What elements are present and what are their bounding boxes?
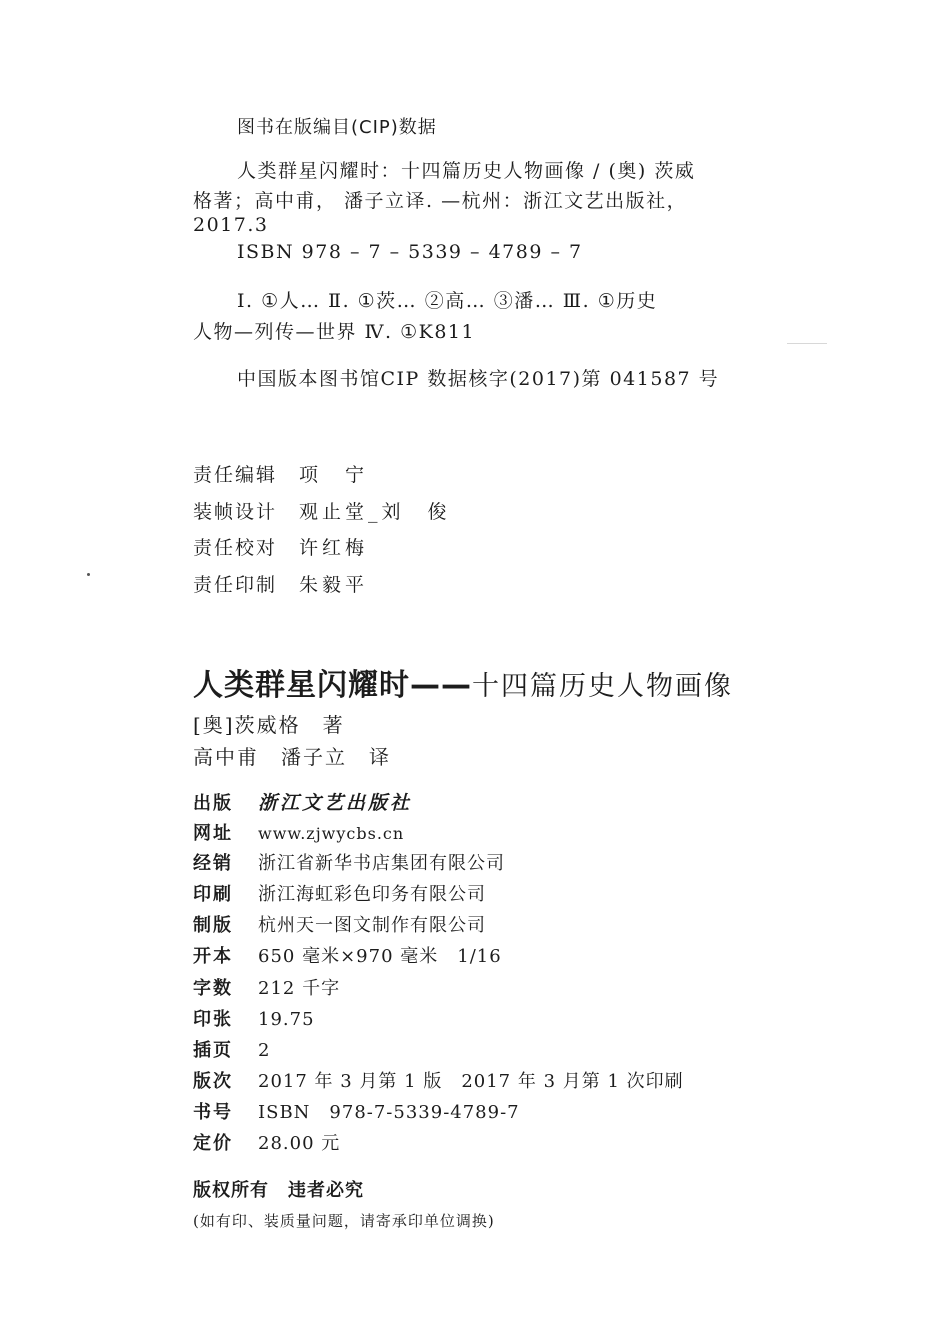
book-title [193, 660, 733, 704]
info-label: 书号 [193, 1102, 233, 1123]
publisher-logo: 浙江文艺出版社 [258, 792, 413, 814]
staff-role: 责任印制 [193, 574, 278, 596]
cip-classification-2: 人物—列传—世界 Ⅳ. ①K811 [193, 321, 476, 343]
rights-statement: 版权所有 违者必究 [193, 1180, 364, 1201]
info-label: 印刷 [193, 884, 233, 905]
staff-name: 项 宁 [299, 464, 369, 486]
info-row-isbn [193, 1098, 520, 1124]
staff-name: 观止堂_刘 俊 [299, 501, 451, 523]
info-row-sheets [193, 1005, 315, 1031]
cip-line-1: 人类群星闪耀时：十四篇历史人物画像 / (奥) 茨威 [237, 160, 696, 182]
info-label: 经销 [193, 853, 233, 874]
book-title-main: 人类群星闪耀时—— [193, 668, 472, 703]
info-value: 杭州天一图文制作有限公司 [258, 915, 486, 936]
info-row-format [193, 942, 502, 968]
info-label: 网址 [193, 823, 233, 844]
staff-name: 许红梅 [299, 537, 369, 559]
staff-role: 装帧设计 [193, 501, 278, 523]
info-value: 浙江省新华书店集团有限公司 [258, 853, 505, 874]
staff-role: 责任编辑 [193, 464, 278, 486]
cip-isbn: ISBN 978 – 7 – 5339 – 4789 – 7 [237, 241, 583, 263]
info-value: 2 [258, 1040, 271, 1061]
faint-mark [787, 343, 827, 344]
info-row-plate-maker [193, 911, 486, 937]
info-row-inserts [193, 1036, 270, 1062]
info-value: ISBN 978-7-5339-4789-7 [258, 1102, 520, 1123]
cip-line-3: 2017.3 [193, 214, 269, 236]
info-label: 插页 [193, 1040, 233, 1061]
info-row-distributor [193, 849, 505, 875]
info-value: 19.75 [258, 1009, 315, 1030]
staff-row [193, 497, 451, 524]
info-row-publisher [193, 788, 412, 815]
staff-row [193, 460, 368, 487]
info-label: 定价 [193, 1133, 233, 1154]
cip-record-number: 中国版本图书馆CIP 数据核字(2017)第 041587 号 [237, 368, 720, 390]
print-speck [87, 573, 90, 576]
info-label: 印张 [193, 1009, 233, 1030]
book-subtitle: 十四篇历史人物画像 [472, 671, 733, 702]
author-credit: [奥]茨威格 著 [193, 713, 345, 737]
staff-name: 朱毅平 [299, 574, 369, 596]
info-row-website [193, 819, 404, 845]
info-label: 制版 [193, 915, 233, 936]
cip-classification-1: Ⅰ. ①人… Ⅱ. ①茨… ②高… ③潘… Ⅲ. ①历史 [237, 290, 658, 312]
info-row-edition [193, 1067, 684, 1093]
info-value: 28.00 元 [258, 1133, 341, 1154]
info-label: 开本 [193, 946, 233, 967]
staff-role: 责任校对 [193, 537, 278, 559]
info-value: www.zjwycbs.cn [258, 824, 405, 843]
info-value: 650 毫米×970 毫米 1/16 [258, 946, 502, 967]
info-row-printer [193, 880, 486, 906]
staff-row [193, 533, 368, 560]
cip-line-2: 格著；高中甫， 潘子立译. —杭州：浙江文艺出版社， [193, 190, 688, 212]
staff-row [193, 570, 368, 597]
info-row-price [193, 1129, 340, 1155]
info-label: 出版 [193, 793, 233, 814]
rights-note: (如有印、装质量问题，请寄承印单位调换) [193, 1212, 495, 1230]
info-value: 212 千字 [258, 978, 341, 999]
info-label: 版次 [193, 1071, 233, 1092]
translator-credit: 高中甫 潘子立 译 [193, 745, 391, 769]
info-value: 2017 年 3 月第 1 版 2017 年 3 月第 1 次印刷 [258, 1071, 684, 1092]
info-label: 字数 [193, 978, 233, 999]
info-row-word-count [193, 974, 340, 1000]
cip-heading: 图书在版编目(CIP)数据 [237, 117, 437, 138]
info-value: 浙江海虹彩色印务有限公司 [258, 884, 486, 905]
